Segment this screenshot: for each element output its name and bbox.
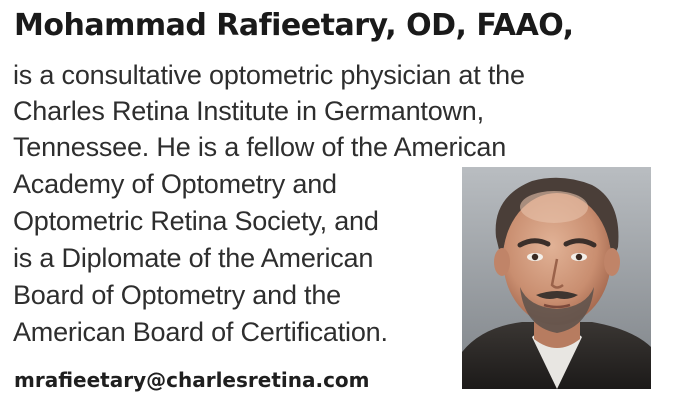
bio-line: is a consultative optometric physician at the bbox=[13, 60, 525, 90]
bio-line: Board of Optometry and the bbox=[13, 280, 341, 310]
bio-line: Charles Retina Institute in Germantown, bbox=[13, 96, 484, 126]
bio-line: Optometric Retina Society, and bbox=[13, 206, 379, 236]
bio-line: is a Diplomate of the American bbox=[13, 243, 374, 273]
bio-line: Tennessee. He is a fellow of the American bbox=[13, 132, 507, 162]
portrait-illustration bbox=[462, 167, 651, 389]
bio-line: American Board of Certification. bbox=[13, 317, 388, 347]
email-address: mrafieetary@charlesretina.com bbox=[14, 368, 370, 392]
bio-line: Academy of Optometry and bbox=[13, 169, 337, 199]
author-name: Mohammad Rafieetary, OD, FAAO, bbox=[14, 8, 574, 43]
portrait-photo bbox=[462, 167, 651, 389]
